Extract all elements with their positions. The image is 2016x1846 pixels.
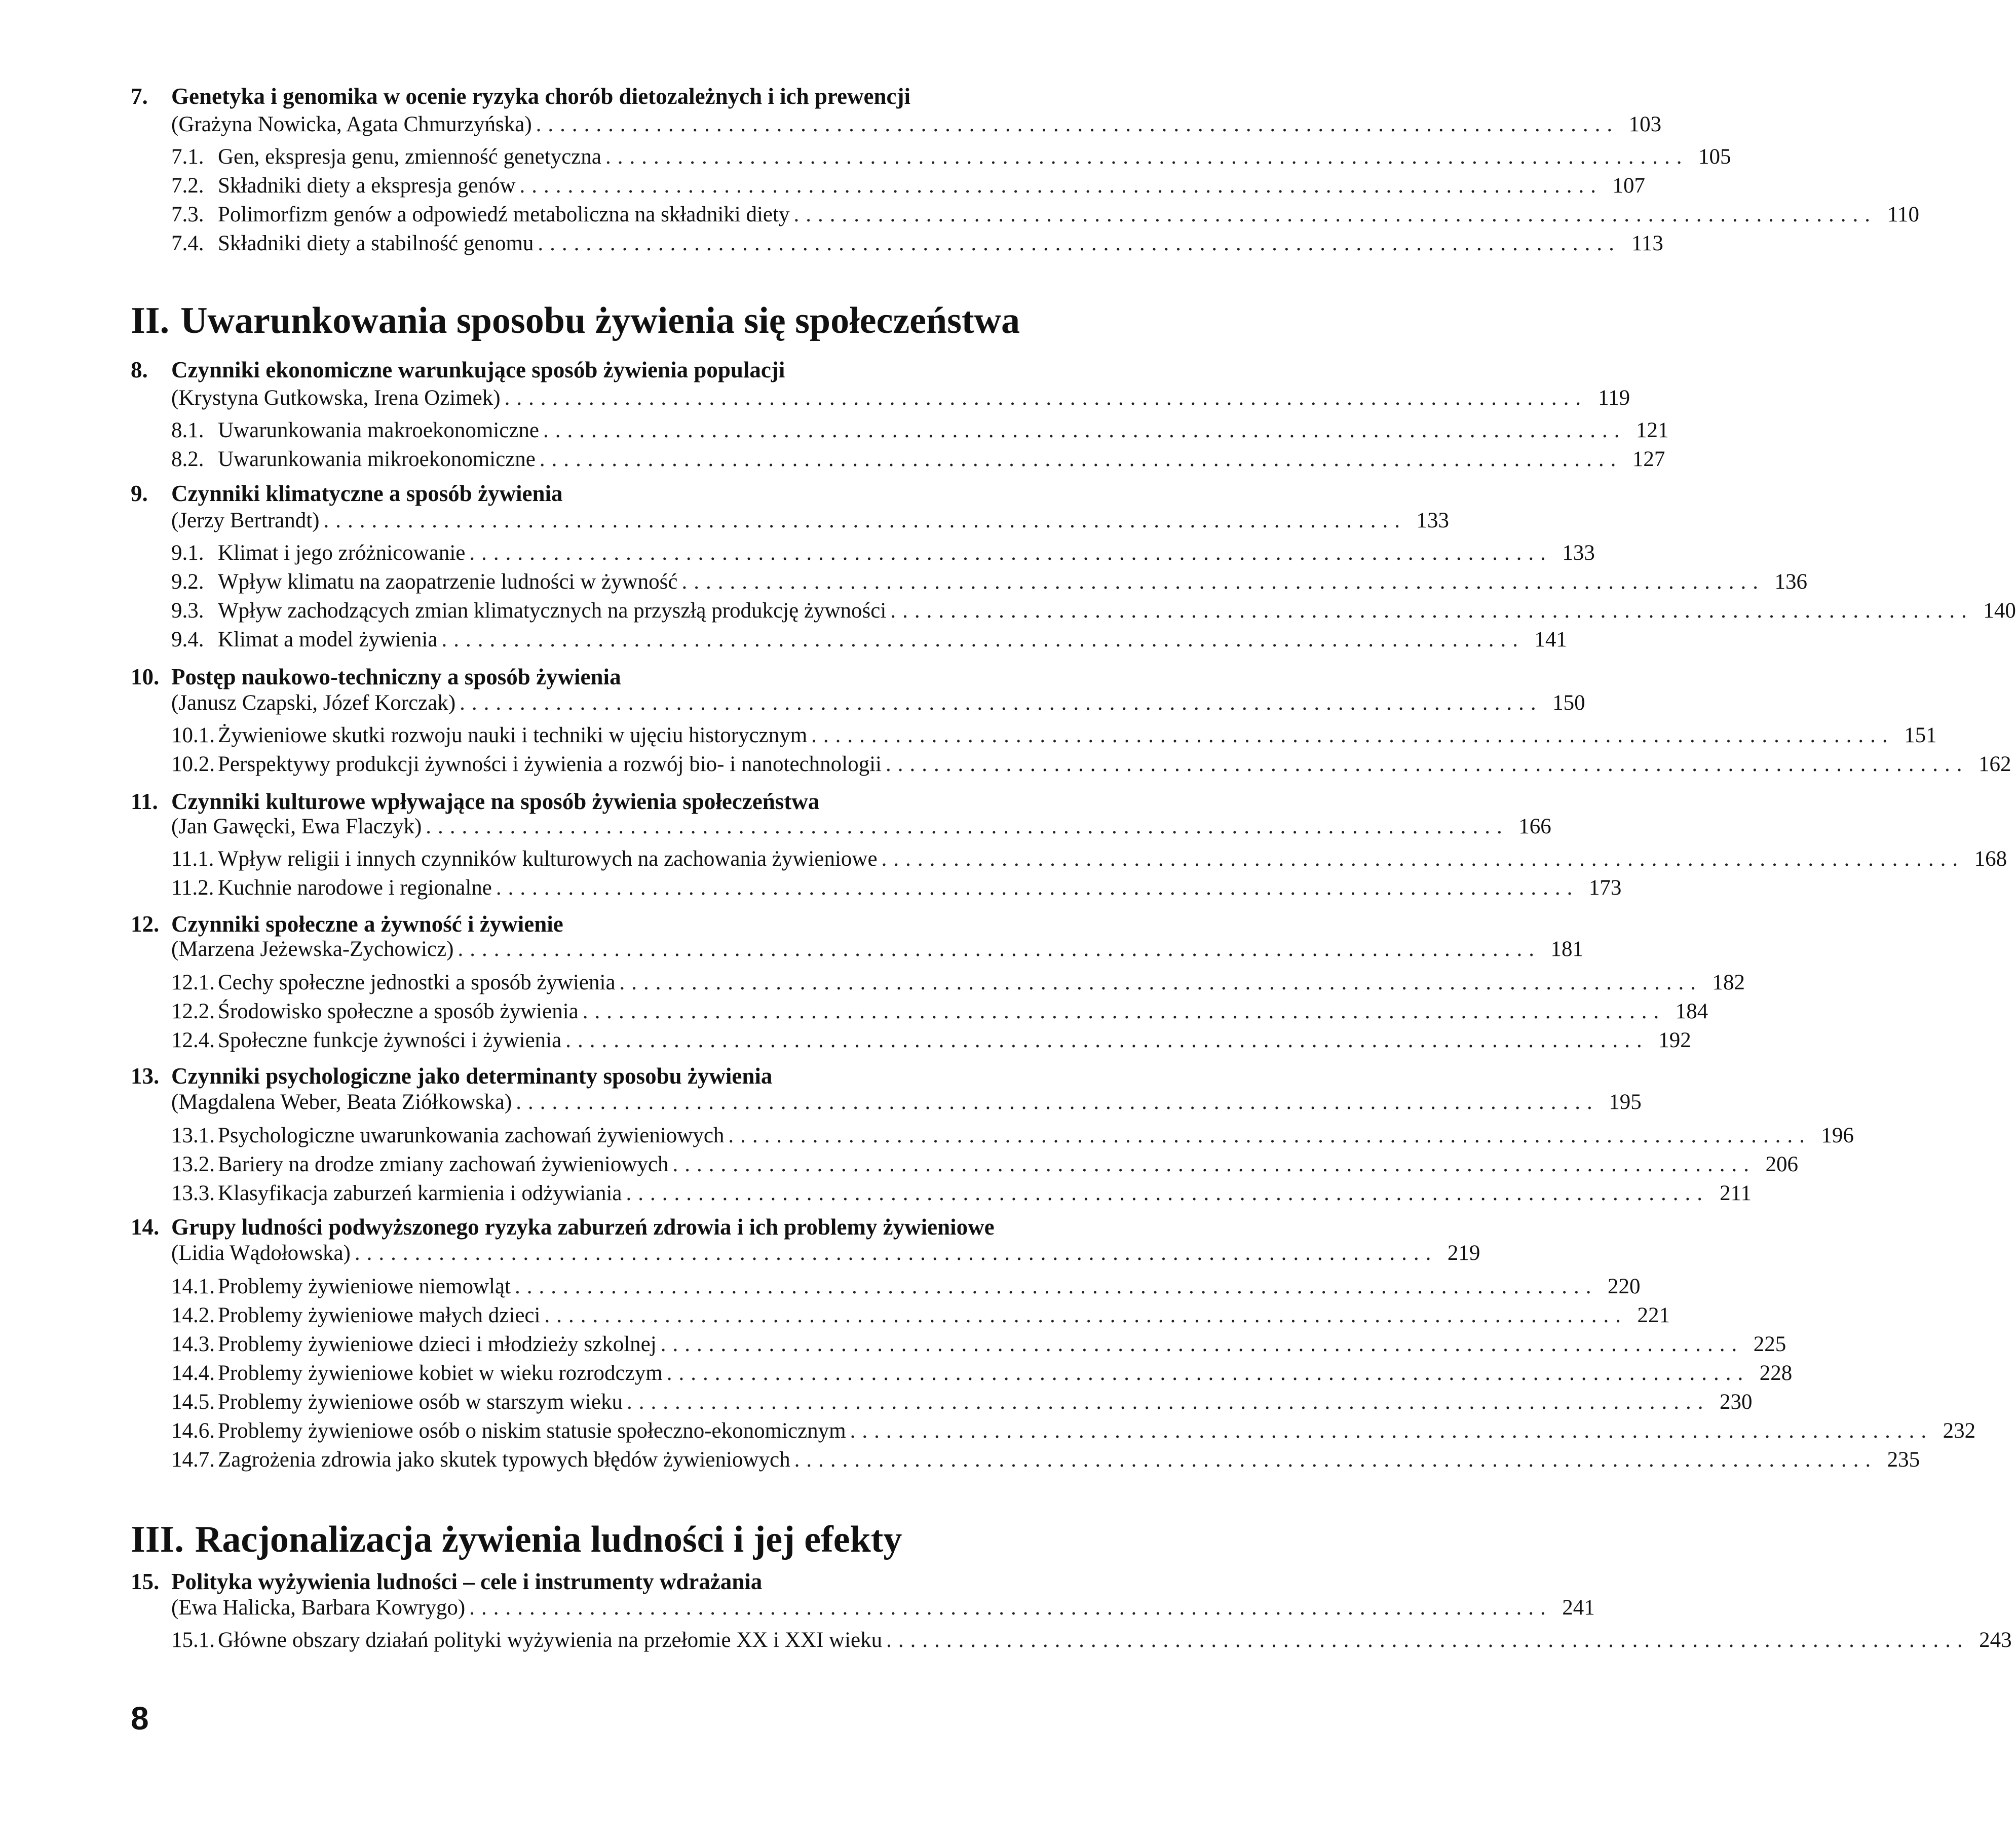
toc-entry[interactable]: 14.2. Problemy żywieniowe małych dzieci .......................................................................................... 221: [171, 1301, 1129, 1330]
part-title: Uwarunkowania sposobu żywienia się społeczeństwa: [180, 300, 1020, 341]
entry-title: Problemy żywieniowe kobiet w wieku rozrodczym: [218, 1361, 663, 1385]
page-ref: 243: [1979, 1628, 2012, 1652]
toc-entry[interactable]: 7.3. Polimorfizm genów a odpowiedź metaboliczna na składniki diety .......................................................................................... 110: [171, 201, 1129, 229]
entry-title: Kuchnie narodowe i regionalne: [218, 876, 492, 900]
entry-title: Środowisko społeczne a sposób żywienia: [218, 999, 579, 1023]
entry-title: Żywieniowe skutki rozwoju nauki i techniki w ujęciu historycznym: [218, 723, 808, 747]
chapter-number: 9.: [131, 481, 148, 506]
chapter-number: 10.: [131, 664, 160, 689]
entry-title: Problemy żywieniowe niemowląt: [218, 1275, 511, 1298]
toc-entry[interactable]: 14.4. Problemy żywieniowe kobiet w wieku rozrodczym .......................................................................................... 228: [171, 1359, 1129, 1388]
chapter-authors: (Jerzy Bertrandt): [171, 509, 320, 532]
entry-title: Główne obszary działań polityki wyżywienia na przełomie XX i XXI wieku: [218, 1628, 883, 1652]
page-ref: 107: [1612, 174, 1646, 198]
entry-title: Klimat a model żywienia: [218, 628, 438, 651]
toc-entry[interactable]: 14.5. Problemy żywieniowe osób w starszym wieku .......................................................................................... 230: [171, 1388, 1129, 1416]
chapter-heading: [131, 481, 563, 506]
toc-entry[interactable]: 9.3. Wpływ zachodzących zmian klimatycznych na przyszłą produkcję żywności .......................................................................................... 140: [171, 597, 1129, 625]
chapter-heading: [131, 1063, 773, 1089]
entry-title: Problemy żywieniowe małych dzieci: [218, 1303, 541, 1327]
toc-entry[interactable]: 11.1. Wpływ religii i innych czynników kulturowych na zachowania żywieniowe .......................................................................................... 168: [171, 845, 1129, 873]
toc-entry[interactable]: 11.2. Kuchnie narodowe i regionalne .......................................................................................... 173: [171, 874, 1129, 902]
toc-entry[interactable]: 13.2. Bariery na drodze zmiany zachowań żywieniowych .......................................................................................... 206: [171, 1150, 1129, 1179]
entry-title: Problemy żywieniowe dzieci i młodzieży szkolnej: [218, 1332, 657, 1356]
chapter-heading: [131, 911, 563, 937]
toc-entry[interactable]: (Lidia Wądołowska) .......................................................................................... 219: [171, 1239, 1129, 1267]
toc-entry[interactable]: (Marzena Jeżewska-Zychowicz) .......................................................................................... 181: [171, 935, 1129, 964]
toc-entry[interactable]: 8.1. Uwarunkowania makroekonomiczne .......................................................................................... 121: [171, 416, 1129, 445]
page-ref: 220: [1607, 1275, 1641, 1298]
page-ref: 211: [1720, 1181, 1752, 1205]
toc-entry[interactable]: 14.3. Problemy żywieniowe dzieci i młodzieży szkolnej .......................................................................................... 225: [171, 1330, 1129, 1359]
page-ref: 133: [1562, 541, 1595, 565]
entry-title: Psychologiczne uwarunkowania zachowań żywieniowych: [218, 1124, 725, 1147]
toc-entry[interactable]: 8.2. Uwarunkowania mikroekonomiczne .......................................................................................... 127: [171, 445, 1129, 474]
part-title: Racjonalizacja żywienia ludności i jej efekty: [195, 1519, 902, 1560]
page-ref: 119: [1598, 386, 1630, 410]
chapter-title: Postęp naukowo-techniczny a sposób żywienia: [171, 664, 621, 689]
entry-title: Bariery na drodze zmiany zachowań żywieniowych: [218, 1152, 669, 1176]
entry-title: Składniki diety a ekspresja genów: [218, 174, 516, 198]
chapter-number: 15.: [131, 1569, 160, 1594]
chapter-number: 8.: [131, 357, 148, 382]
page-ref: 105: [1698, 145, 1731, 169]
chapter-authors: (Magdalena Weber, Beata Ziółkowska): [171, 1090, 512, 1114]
toc-entry[interactable]: 7.1. Gen, ekspresja genu, zmienność genetyczna .......................................................................................... 105: [171, 143, 1129, 171]
page-ref: 230: [1719, 1390, 1753, 1414]
page-ref: 127: [1632, 447, 1665, 471]
chapter-number: 11.: [131, 789, 158, 814]
chapter-title: Polityka wyżywienia ludności – cele i instrumenty wdrażania: [171, 1569, 763, 1594]
part-heading: [131, 1521, 902, 1558]
chapter-title: Czynniki klimatyczne a sposób żywienia: [171, 481, 563, 506]
page-ref: 192: [1658, 1028, 1691, 1052]
chapter-title: Czynniki ekonomiczne warunkujące sposób żywienia populacji: [171, 357, 785, 382]
part-heading: [131, 302, 1020, 339]
chapter-authors: (Marzena Jeżewska-Zychowicz): [171, 937, 454, 961]
toc-entry[interactable]: 12.4. Społeczne funkcje żywności i żywienia .......................................................................................... 192: [171, 1026, 1129, 1055]
page-ref: 110: [1887, 203, 1919, 226]
chapter-number: 13.: [131, 1063, 160, 1089]
page-ref: 228: [1759, 1361, 1793, 1385]
chapter-number: 14.: [131, 1214, 160, 1240]
toc-entry[interactable]: 9.4. Klimat a model żywienia .......................................................................................... 141: [171, 626, 1129, 654]
part-number: II.: [131, 300, 170, 341]
entry-title: Wpływ zachodzących zmian klimatycznych na przyszłą produkcję żywności: [218, 599, 887, 623]
page-ref: 113: [1631, 232, 1663, 255]
chapter-title: Grupy ludności podwyższonego ryzyka zaburzeń zdrowia i ich problemy żywieniowe: [171, 1214, 995, 1240]
toc-entry[interactable]: (Ewa Halicka, Barbara Kowrygo) .......................................................................................... 241: [171, 1594, 1129, 1622]
chapter-title: Czynniki kulturowe wpływające na sposób żywienia społeczeństwa: [171, 789, 820, 814]
chapter-heading: [131, 1214, 995, 1240]
page-ref: 235: [1887, 1448, 1920, 1472]
toc-entry[interactable]: 13.3. Klasyfikacja zaburzeń karmienia i odżywiania .......................................................................................... 211: [171, 1179, 1129, 1208]
page-ref: 232: [1943, 1419, 1976, 1443]
entry-title: Wpływ klimatu na zaopatrzenie ludności w żywność: [218, 570, 678, 594]
toc-entry[interactable]: 12.1. Cechy społeczne jednostki a sposób żywienia .......................................................................................... 182: [171, 969, 1129, 997]
page-ref: 181: [1550, 937, 1583, 961]
page-ref: 166: [1518, 815, 1551, 838]
toc-entry[interactable]: 9.2. Wpływ klimatu na zaopatrzenie ludności w żywność .......................................................................................... 136: [171, 568, 1129, 596]
entry-title: Uwarunkowania mikroekonomiczne: [218, 447, 536, 471]
toc-entry[interactable]: (Magdalena Weber, Beata Ziółkowska) .......................................................................................... 195: [171, 1088, 1129, 1117]
toc-entry[interactable]: (Krystyna Gutkowska, Irena Ozimek) .......................................................................................... 119: [171, 384, 1129, 412]
chapter-heading: [131, 357, 785, 382]
page-ref: 196: [1821, 1124, 1854, 1147]
entry-title: Problemy żywieniowe osób o niskim statusie społeczno-ekonomicznym: [218, 1419, 846, 1443]
page-ref: 162: [1979, 752, 2011, 776]
toc-entry[interactable]: 13.1. Psychologiczne uwarunkowania zachowań żywieniowych .......................................................................................... 196: [171, 1122, 1129, 1150]
chapter-heading: [131, 789, 820, 814]
page-ref: 168: [1974, 847, 2007, 871]
chapter-authors: (Jan Gawęcki, Ewa Flaczyk): [171, 815, 422, 838]
page-ref: 136: [1774, 570, 1807, 594]
page-ref: 151: [1904, 723, 1937, 747]
toc-entry[interactable]: (Grażyna Nowicka, Agata Chmurzyńska) .......................................................................................... 103: [171, 110, 1129, 139]
page-ref: 221: [1637, 1303, 1670, 1327]
toc-entry[interactable]: 10.1. Żywieniowe skutki rozwoju nauki i techniki w ujęciu historycznym .......................................................................................... 151: [171, 721, 1129, 750]
page-ref: 141: [1534, 628, 1567, 651]
entry-title: Klimat i jego zróżnicowanie: [218, 541, 466, 565]
page-ref: 103: [1628, 112, 1662, 136]
entry-title: Cechy społeczne jednostki a sposób żywienia: [218, 971, 616, 994]
toc-entry[interactable]: (Jan Gawęcki, Ewa Flaczyk) .......................................................................................... 166: [171, 813, 1129, 841]
page-ref: 206: [1765, 1152, 1798, 1176]
page-ref: 121: [1636, 418, 1669, 442]
toc-entry[interactable]: 15.1. Główne obszary działań polityki wyżywienia na przełomie XX i XXI wieku .......................................................................................... 243: [171, 1626, 1129, 1655]
entry-title: Problemy żywieniowe osób w starszym wieku: [218, 1390, 623, 1414]
entry-title: Składniki diety a stabilność genomu: [218, 232, 534, 255]
entry-title: Społeczne funkcje żywności i żywienia: [218, 1028, 562, 1052]
chapter-title: Genetyka i genomika w ocenie ryzyka chorób dietozależnych i ich prewencji: [171, 84, 910, 109]
chapter-heading: [131, 1569, 763, 1594]
page-ref: 150: [1552, 691, 1585, 715]
page-ref: 225: [1753, 1332, 1786, 1356]
chapter-number: 12.: [131, 911, 160, 937]
toc-entry[interactable]: 7.4. Składniki diety a stabilność genomu .......................................................................................... 113: [171, 229, 1129, 258]
entry-title: Uwarunkowania makroekonomiczne: [218, 418, 540, 442]
chapter-authors: (Grażyna Nowicka, Agata Chmurzyńska): [171, 112, 532, 136]
toc-entry[interactable]: 14.7. Zagrożenia zdrowia jako skutek typowych błędów żywieniowych .......................................................................................... 235: [171, 1446, 1129, 1474]
page-number: 8: [131, 1700, 149, 1737]
chapter-authors: (Ewa Halicka, Barbara Kowrygo): [171, 1596, 466, 1620]
toc-entry[interactable]: (Jerzy Bertrandt) .......................................................................................... 133: [171, 507, 1129, 535]
toc-entry[interactable]: (Janusz Czapski, Józef Korczak) .......................................................................................... 150: [171, 689, 1129, 717]
chapter-heading: [131, 664, 621, 689]
entry-title: Wpływ religii i innych czynników kulturowych na zachowania żywieniowe: [218, 847, 878, 871]
page-ref: 219: [1447, 1241, 1480, 1265]
page-ref: 182: [1712, 971, 1745, 994]
toc-entry[interactable]: 9.1. Klimat i jego zróżnicowanie .......................................................................................... 133: [171, 539, 1129, 567]
toc-entry[interactable]: 12.2. Środowisko społeczne a sposób żywienia .......................................................................................... 184: [171, 997, 1129, 1026]
chapter-number: 7.: [131, 84, 148, 109]
page-ref: 184: [1675, 999, 1708, 1023]
chapter-authors: (Krystyna Gutkowska, Irena Ozimek): [171, 386, 501, 410]
page-ref: 195: [1609, 1090, 1642, 1114]
toc-entry[interactable]: 10.2. Perspektywy produkcji żywności i żywienia a rozwój bio- i nanotechnologii .......................................................................................... 162: [171, 750, 1129, 779]
entry-title: Klasyfikacja zaburzeń karmienia i odżywiania: [218, 1181, 622, 1205]
entry-title: Perspektywy produkcji żywności i żywienia a rozwój bio- i nanotechnologii: [218, 752, 882, 776]
entry-title: Gen, ekspresja genu, zmienność genetyczna: [218, 145, 601, 169]
page-ref: 140: [1983, 599, 2016, 623]
page-ref: 173: [1588, 876, 1622, 900]
toc-entry[interactable]: 7.2. Składniki diety a ekspresja genów .......................................................................................... 107: [171, 172, 1129, 200]
chapter-title: Czynniki psychologiczne jako determinanty sposobu żywienia: [171, 1063, 773, 1089]
entry-title: Zagrożenia zdrowia jako skutek typowych błędów żywieniowych: [218, 1448, 790, 1472]
part-number: III.: [131, 1519, 184, 1560]
toc-entry[interactable]: 14.1. Problemy żywieniowe niemowląt .......................................................................................... 220: [171, 1273, 1129, 1301]
chapter-title: Czynniki społeczne a żywność i żywienie: [171, 911, 563, 937]
page-ref: 133: [1416, 509, 1449, 532]
chapter-authors: (Janusz Czapski, Józef Korczak): [171, 691, 456, 715]
page-ref: 241: [1562, 1596, 1595, 1620]
entry-title: Polimorfizm genów a odpowiedź metaboliczna na składniki diety: [218, 203, 790, 226]
chapter-authors: (Lidia Wądołowska): [171, 1241, 351, 1265]
toc-entry[interactable]: 14.6. Problemy żywieniowe osób o niskim statusie społeczno-ekonomicznym .......................................................................................... 232: [171, 1417, 1129, 1445]
chapter-heading: [131, 84, 910, 109]
